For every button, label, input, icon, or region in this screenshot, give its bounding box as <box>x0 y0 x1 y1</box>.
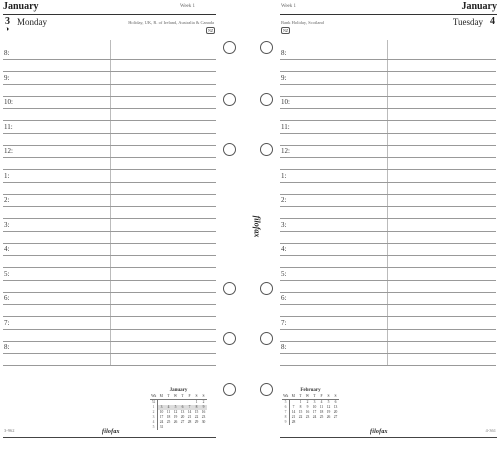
mini-calendar-week-row <box>150 425 207 430</box>
mini-calendar-day <box>172 425 179 430</box>
hour-label: 8: <box>4 343 10 351</box>
mini-calendar-day: 11 <box>166 410 171 414</box>
half-hour-rule <box>280 316 496 317</box>
mini-calendar-weekday-header: Wk <box>151 394 157 398</box>
binder-hole <box>223 41 236 54</box>
mini-calendar-week-number: 4 <box>150 420 158 425</box>
binder-hole <box>260 93 273 106</box>
mini-calendar-day: 26 <box>326 415 331 419</box>
left-page <box>0 0 218 454</box>
mini-calendar-day: 17 <box>159 415 164 419</box>
right-day-number: 4 <box>490 16 495 27</box>
hour-label: 8: <box>4 49 10 57</box>
right-bottom-rule <box>280 437 497 438</box>
mini-calendar-day: 1 <box>195 400 198 404</box>
hour-rule <box>280 59 496 60</box>
hour-rule <box>280 84 496 85</box>
right-mini-calendar <box>282 388 339 425</box>
mini-calendar-week-number: 9 <box>282 420 290 425</box>
mini-calendar-day: 24 <box>312 415 317 419</box>
hour-label: 10: <box>4 98 13 106</box>
mini-calendar-day: 12 <box>173 410 178 414</box>
mini-calendar-day: 31 <box>159 425 164 429</box>
hour-rule <box>280 255 496 256</box>
hour-rule <box>280 157 496 158</box>
mini-calendar-weekday-header: T <box>179 394 186 400</box>
left-region-badge: NZ <box>208 28 214 33</box>
mini-calendar-day: 20 <box>180 415 185 419</box>
half-hour-rule <box>280 292 496 293</box>
binder-hole <box>260 143 273 156</box>
hour-rule <box>280 329 496 330</box>
hour-rule <box>3 255 216 256</box>
mini-calendar-day <box>318 420 325 425</box>
half-hour-rule <box>3 145 216 146</box>
mini-calendar-day: 6 <box>334 400 337 404</box>
half-hour-rule <box>280 243 496 244</box>
mini-calendar-weekday-header: S <box>325 394 332 400</box>
mini-calendar-week-number: 2 <box>150 410 158 415</box>
mini-calendar-day: 19 <box>326 410 331 414</box>
mini-calendar-weekday-header: S <box>193 394 200 400</box>
mini-calendar-weekday-header: S <box>332 394 339 400</box>
mini-calendar-day: 8 <box>299 405 302 409</box>
binder-hole <box>260 332 273 345</box>
half-hour-rule <box>280 145 496 146</box>
mini-calendar-day: 19 <box>173 415 178 419</box>
hour-rule <box>3 182 216 183</box>
binder-hole <box>260 41 273 54</box>
mini-calendar-week-number: 1 <box>150 405 158 410</box>
left-holiday-text: Holiday, UK, R. of Ireland, Australia & Canada <box>128 20 214 25</box>
hour-rule <box>280 182 496 183</box>
half-hour-rule <box>3 292 216 293</box>
hour-label: 9: <box>4 73 10 82</box>
hour-rule <box>3 304 216 305</box>
mini-calendar-day: 21 <box>291 415 296 419</box>
hour-label: 10: <box>281 98 290 106</box>
right-brand-logo: filofax <box>370 429 388 435</box>
half-hour-rule <box>3 365 216 366</box>
moon-phase-icon: ◑ <box>5 25 10 33</box>
hour-label: 8: <box>281 343 287 351</box>
mini-calendar-weekday-header: F <box>318 394 325 400</box>
mini-calendar-day: 17 <box>312 410 317 414</box>
mini-calendar-day: 13 <box>333 405 338 409</box>
left-top-rule <box>3 14 216 15</box>
binder-hole <box>260 282 273 295</box>
right-day-name: Tuesday <box>452 17 483 27</box>
mini-calendar-day: 15 <box>298 410 303 414</box>
binder-hole <box>260 383 273 396</box>
mini-calendar-day: 21 <box>187 415 192 419</box>
left-mini-calendar-title: January <box>169 388 188 393</box>
hour-label: 11: <box>4 122 13 131</box>
mini-calendar-day: 18 <box>166 415 171 419</box>
mini-calendar-day: 5 <box>172 405 179 410</box>
mini-calendar-day: 28 <box>291 420 296 424</box>
mini-calendar-day: 8 <box>193 405 200 410</box>
mini-calendar-day: 10 <box>312 405 317 409</box>
hour-label: 6: <box>4 294 10 302</box>
hour-label: 11: <box>281 122 290 131</box>
mini-calendar-day: 11 <box>319 405 324 409</box>
mini-calendar-week-number: 7 <box>282 410 290 415</box>
mini-calendar-day: 16 <box>201 410 206 414</box>
mini-calendar-day <box>332 420 339 425</box>
mini-calendar-weekday-header: T <box>297 394 304 400</box>
hour-rule <box>280 108 496 109</box>
hour-rule <box>3 59 216 60</box>
mini-calendar-day: 7 <box>186 405 193 410</box>
right-top-rule <box>280 14 497 15</box>
mini-calendar-day: 25 <box>166 420 171 424</box>
half-hour-rule <box>280 169 496 170</box>
left-day-name: Monday <box>17 17 47 27</box>
mini-calendar-weekday-header: W <box>173 394 178 398</box>
half-hour-rule <box>3 218 216 219</box>
mini-calendar-week-number: 5 <box>150 425 158 430</box>
mini-calendar-day: 22 <box>298 415 303 419</box>
mini-calendar-day: 27 <box>180 420 185 424</box>
mini-calendar-week-number: 5 <box>282 400 290 406</box>
binder-hole <box>223 93 236 106</box>
mini-calendar-day: 27 <box>333 415 338 419</box>
hour-label: 5: <box>281 269 287 278</box>
half-hour-rule <box>3 96 216 97</box>
mini-calendar-day: 7 <box>292 405 295 409</box>
binder-hole <box>223 332 236 345</box>
mini-calendar-day: 1 <box>299 400 302 404</box>
mini-calendar-day: 15 <box>194 410 199 414</box>
left-footer-code: 3-962 <box>4 428 15 433</box>
hour-rule <box>3 157 216 158</box>
hour-rule <box>280 280 496 281</box>
mini-calendar-day: 14 <box>291 410 296 414</box>
right-week-label: Week 1 <box>281 4 297 9</box>
hour-label: 8: <box>281 49 287 57</box>
left-mini-calendar <box>150 388 207 430</box>
half-hour-rule <box>280 341 496 342</box>
half-hour-rule <box>3 243 216 244</box>
mini-calendar-week-number: 6 <box>282 405 290 410</box>
mini-calendar-day: 5 <box>327 400 330 404</box>
hour-rule <box>280 133 496 134</box>
mini-calendar-day: 12 <box>326 405 331 409</box>
hour-rule <box>3 280 216 281</box>
hour-label: 4: <box>4 245 10 253</box>
half-hour-rule <box>280 218 496 219</box>
hour-rule <box>3 84 216 85</box>
right-mini-calendar-title: February <box>300 388 321 393</box>
hour-label: 6: <box>281 294 287 302</box>
hour-label: 12: <box>4 147 13 155</box>
mini-calendar-weekday-header: T <box>165 394 172 400</box>
mini-calendar-day: 6 <box>179 405 186 410</box>
mini-calendar-weekday-header: S <box>200 394 207 400</box>
half-hour-rule <box>3 120 216 121</box>
mini-calendar-day: 14 <box>187 410 192 414</box>
mini-calendar-week-row <box>282 420 339 425</box>
left-brand-logo: filofax <box>102 429 120 435</box>
left-month-title: January <box>3 1 39 12</box>
hour-label: 2: <box>281 196 287 204</box>
hour-label: 9: <box>281 73 287 82</box>
mini-calendar-day: 13 <box>180 410 185 414</box>
hour-label: 4: <box>281 245 287 253</box>
mini-calendar-day <box>186 425 193 430</box>
mini-calendar-week-number: 3 <box>150 415 158 420</box>
mini-calendar-day <box>165 425 172 430</box>
mini-calendar-day: 2 <box>202 400 205 404</box>
mini-calendar-week-number: 8 <box>282 415 290 420</box>
mini-calendar-day: 3 <box>313 400 316 404</box>
hour-label: 3: <box>281 220 287 229</box>
mini-calendar-day <box>200 425 207 430</box>
half-hour-rule <box>280 267 496 268</box>
left-week-label: Week 1 <box>180 4 196 9</box>
hour-rule <box>280 304 496 305</box>
mini-calendar-day <box>179 425 186 430</box>
mini-calendar-day: 16 <box>305 410 310 414</box>
mini-calendar-weekday-header: M <box>290 394 298 400</box>
hour-rule <box>3 133 216 134</box>
hour-label: 7: <box>4 318 10 327</box>
mini-calendar-day: 26 <box>173 420 178 424</box>
mini-calendar-weekday-header: F <box>186 394 193 400</box>
hour-label: 5: <box>4 269 10 278</box>
mini-calendar-weekday-header: M <box>158 394 166 400</box>
mini-calendar-day: 10 <box>159 410 164 414</box>
right-holiday-text: Bank Holiday, Scotland <box>281 20 324 25</box>
mini-calendar-day <box>311 420 318 425</box>
half-hour-rule <box>280 96 496 97</box>
right-page <box>280 0 500 454</box>
mini-calendar-day: 22 <box>194 415 199 419</box>
half-hour-rule <box>3 316 216 317</box>
half-hour-rule <box>3 341 216 342</box>
left-mini-calendar-grid <box>150 394 207 430</box>
half-hour-rule <box>3 71 216 72</box>
left-bottom-rule <box>3 437 216 438</box>
mini-calendar-day <box>193 425 200 430</box>
hour-rule <box>3 353 216 354</box>
mini-calendar-day <box>304 420 311 425</box>
mini-calendar-day <box>325 420 332 425</box>
right-region-badge: NZ <box>283 28 289 33</box>
hour-label: 3: <box>4 220 10 229</box>
right-month-title: January <box>461 1 497 12</box>
right-mini-calendar-grid <box>282 394 339 425</box>
hour-label: 2: <box>4 196 10 204</box>
half-hour-rule <box>280 120 496 121</box>
binder-hole <box>223 282 236 295</box>
mini-calendar-day: 30 <box>201 420 206 424</box>
mini-calendar-day: 18 <box>319 410 324 414</box>
mini-calendar-day: 2 <box>306 400 309 404</box>
mini-calendar-weekday-header: Wk <box>283 394 289 398</box>
binder-hole <box>223 143 236 156</box>
hour-label: 1: <box>4 171 10 180</box>
mini-calendar-day: 25 <box>319 415 324 419</box>
hour-label: 1: <box>281 171 287 180</box>
mini-calendar-day: 3 <box>158 405 166 410</box>
right-footer-code: 4-361 <box>485 428 496 433</box>
half-hour-rule <box>280 71 496 72</box>
hour-rule <box>3 231 216 232</box>
mini-calendar-day: 23 <box>201 415 206 419</box>
hour-rule <box>3 206 216 207</box>
mini-calendar-day: 23 <box>305 415 310 419</box>
hour-label: 7: <box>281 318 287 327</box>
mini-calendar-day: 9 <box>200 405 207 410</box>
mini-calendar-day: 4 <box>320 400 323 404</box>
binder-hole <box>223 383 236 396</box>
hour-rule <box>3 329 216 330</box>
mini-calendar-day: 24 <box>159 420 164 424</box>
hour-rule <box>280 206 496 207</box>
hour-rule <box>280 231 496 232</box>
mini-calendar-day: 4 <box>165 405 172 410</box>
hour-rule <box>3 108 216 109</box>
mini-calendar-day: 9 <box>306 405 309 409</box>
mini-calendar-day: 29 <box>194 420 199 424</box>
mini-calendar-weekday-header: W <box>305 394 310 398</box>
mini-calendar-weekday-header: T <box>311 394 318 400</box>
half-hour-rule <box>3 169 216 170</box>
mini-calendar-day: 20 <box>333 410 338 414</box>
mini-calendar-day <box>297 420 304 425</box>
half-hour-rule <box>280 194 496 195</box>
hour-label: 12: <box>281 147 290 155</box>
mini-calendar-day: 28 <box>187 420 192 424</box>
half-hour-rule <box>3 267 216 268</box>
half-hour-rule <box>3 194 216 195</box>
spine-brand-logo: filofax <box>252 215 262 238</box>
mini-calendar-week-number: 52 <box>150 400 158 406</box>
hour-rule <box>280 353 496 354</box>
left-day-number: 3 <box>5 16 10 27</box>
half-hour-rule <box>280 365 496 366</box>
